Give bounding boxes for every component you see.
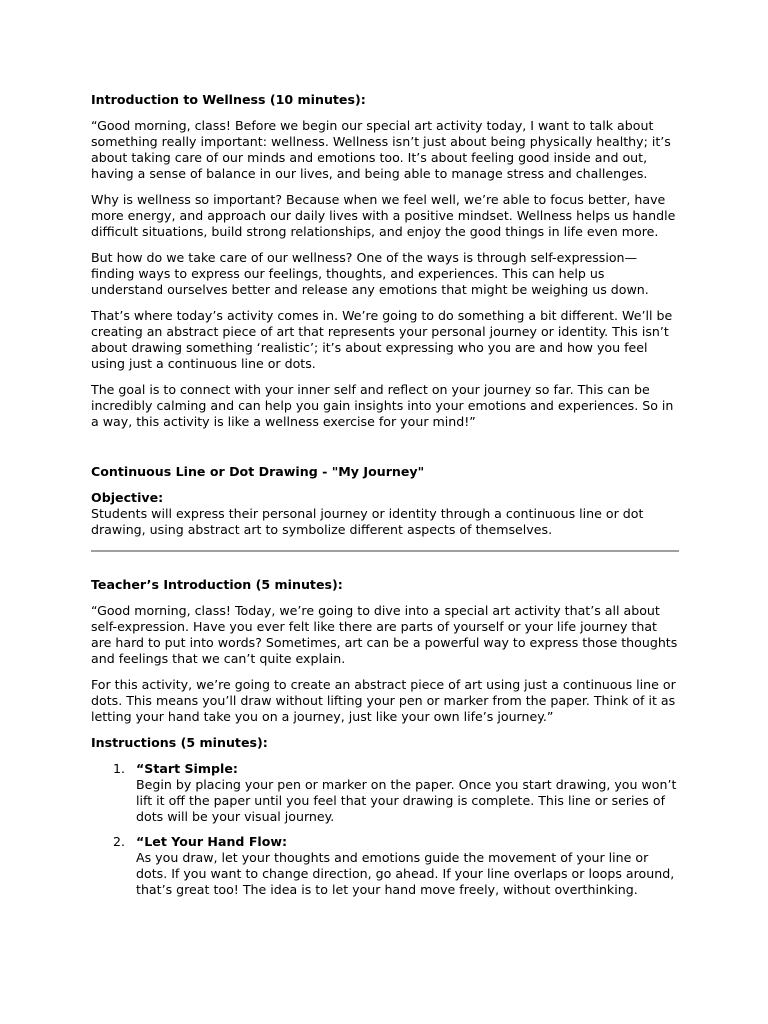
teacher-intro-paragraph-1: “Good morning, class! Today, we’re going to dive into a special art activity that’s all about self-expression. Have you ever felt like there are parts of yourself or your life journey that are hard to put into words? Sometimes, art can be a powerful way to express those thoughts and feelings that we can’t quite explain. <box>91 603 678 666</box>
instructions-heading: Instructions (5 minutes): <box>91 735 268 750</box>
intro-paragraph-1: “Good morning, class! Before we begin our special art activity today, I want to talk about something really important: wellness. Wellness isn’t just about being physically healthy; it’s about taking care of our minds and emotions too. It’s about feeling good inside and out, having a sense of balance in our lives, and being able to manage stress and challenges. <box>91 118 671 181</box>
intro-heading: Introduction to Wellness (10 minutes): <box>91 92 366 107</box>
section-divider <box>91 550 679 552</box>
step-body: Begin by placing your pen or marker on the paper. Once you start drawing, you won’t lift it off the paper until you feel that your drawing is complete. This line or series of dots will be your visual journey. <box>136 777 677 824</box>
step-body: As you draw, let your thoughts and emotions guide the movement of your line or dots. If you want to change direction, go ahead. If your line overlaps or loops around, that’s great too! The idea is to let your hand move freely, without overthinking. <box>136 850 675 897</box>
section-spacer <box>91 440 679 464</box>
instructions-list <box>91 761 679 898</box>
intro-paragraph-4: That’s where today’s activity comes in. We’re going to do something a bit different. We’ll be creating an abstract piece of art that represents your personal journey or identity. This isn’t about drawing something ‘realistic’; it’s about expressing who you are and how you feel using just a continuous line or dots. <box>91 308 673 371</box>
step-number: 1. <box>113 761 126 776</box>
step-title: “Let Your Hand Flow: <box>136 834 288 849</box>
intro-paragraph-3: But how do we take care of our wellness? One of the ways is through self-expression—finding ways to express our feelings, thoughts, and experiences. This can help us understand ourselves better and release any emotions that might be weighing us down. <box>91 250 649 297</box>
teacher-intro-heading: Teacher’s Introduction (5 minutes): <box>91 577 343 592</box>
instruction-step-2 <box>91 834 679 898</box>
intro-paragraph-2: Why is wellness so important? Because when we feel well, we’re able to focus better, have more energy, and approach our daily lives with a positive mindset. Wellness helps us handle difficult situations, build strong relationships, and enjoy the good things in life even more. <box>91 192 676 239</box>
objective-label: Objective: <box>91 490 164 505</box>
step-number: 2. <box>113 834 126 849</box>
objective-text: Students will express their personal journey or identity through a continuous line or dot drawing, using abstract art to symbolize different aspects of themselves. <box>91 506 644 537</box>
document-page <box>91 92 679 907</box>
intro-paragraph-5: The goal is to connect with your inner self and reflect on your journey so far. This can be incredibly calming and can help you gain insights into your emotions and experiences. So in a way, this activity is like a wellness exercise for your mind!” <box>91 382 674 429</box>
teacher-intro-paragraph-2: For this activity, we’re going to create an abstract piece of art using just a continuous line or dots. This means you’ll draw without lifting your pen or marker from the paper. Think of it as letting your hand take you on a journey, just like your own life’s journey.” <box>91 677 676 724</box>
activity-title: Continuous Line or Dot Drawing - "My Journey" <box>91 464 425 479</box>
instruction-step-1 <box>91 761 679 825</box>
step-title: “Start Simple: <box>136 761 238 776</box>
